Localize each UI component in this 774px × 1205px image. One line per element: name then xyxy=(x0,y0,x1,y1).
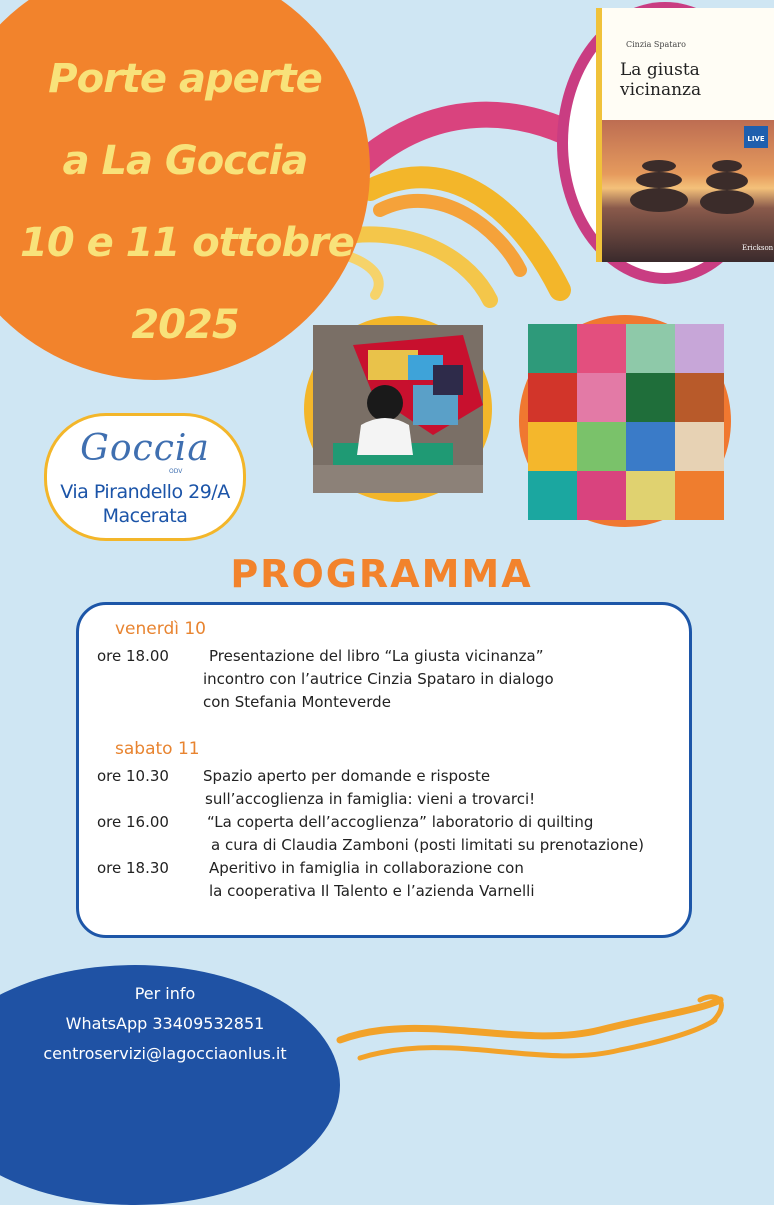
event-title xyxy=(20,38,354,366)
title-line-1: Porte aperte xyxy=(48,56,322,102)
stone-shape xyxy=(706,172,748,190)
day-label-friday: venerdì 10 xyxy=(115,619,206,639)
quilt-patch xyxy=(577,373,626,422)
quilt-patch xyxy=(577,324,626,373)
programma-box xyxy=(76,602,692,938)
day-label-saturday: sabato 11 xyxy=(115,739,200,759)
event-description: Presentazione del libro “La giusta vicinanza” xyxy=(209,647,544,665)
quilt-patch xyxy=(626,422,675,471)
quilt-patch xyxy=(675,373,724,422)
event-description: Aperitivo in famiglia in collaborazione con xyxy=(209,859,524,877)
event-description: sull’accoglienza in famiglia: vieni a trovarci! xyxy=(205,790,536,808)
event-time: ore 18.00 xyxy=(97,647,169,665)
quilt-patch xyxy=(577,422,626,471)
event-description: Spazio aperto per domande e risposte xyxy=(203,767,491,785)
book-title-line-1: La giusta xyxy=(620,60,700,80)
quilt-patch xyxy=(577,471,626,520)
quilt-patch xyxy=(528,324,577,373)
quilt-patch xyxy=(528,373,577,422)
stone-shape xyxy=(700,190,754,214)
stone-shape xyxy=(630,188,688,212)
email-address[interactable]: centroservizi@lagocciaonlus.it xyxy=(43,1044,287,1063)
title-line-4: 2025 xyxy=(131,302,239,348)
quilt-patch xyxy=(626,324,675,373)
info-heading: Per info xyxy=(134,984,196,1003)
quilt-patch xyxy=(626,373,675,422)
photo-child-playing xyxy=(313,325,483,493)
book-publisher: Erickson xyxy=(742,244,774,252)
logo-address-box xyxy=(44,413,246,541)
stone-shape xyxy=(642,160,676,172)
book-title xyxy=(620,60,740,100)
quilt-patch xyxy=(528,471,577,520)
book-title-line-2: vicinanza xyxy=(620,80,702,100)
title-line-3: 10 e 11 ottobre xyxy=(20,220,354,266)
child-photo-illustration xyxy=(313,325,483,493)
event-description: incontro con l’autrice Cinzia Spataro in dialogo xyxy=(203,670,554,688)
event-description: a cura di Claudia Zamboni (posti limitati su prenotazione) xyxy=(211,836,644,854)
la-goccia-logo: Goccia xyxy=(80,428,210,469)
address-street: Via Pirandello 29/A xyxy=(60,481,230,503)
event-description: con Stefania Monteverde xyxy=(203,693,391,711)
quilt-patch xyxy=(675,324,724,373)
stone-shape xyxy=(636,172,682,188)
event-description: “La coperta dell’accoglienza” laboratorio di quilting xyxy=(207,813,594,831)
whatsapp-number[interactable]: WhatsApp 33409532851 xyxy=(65,1014,265,1033)
book-author: Cinzia Spataro xyxy=(626,40,686,49)
quilt-patch xyxy=(675,422,724,471)
quilt-patch xyxy=(626,471,675,520)
event-time: ore 16.00 xyxy=(97,813,169,831)
event-description: la cooperativa Il Talento e l’azienda Varnelli xyxy=(209,882,535,900)
stone-shape xyxy=(712,160,742,172)
programma-heading: PROGRAMMA xyxy=(230,552,533,596)
quilt-patch xyxy=(675,471,724,520)
quilt-patch xyxy=(528,422,577,471)
book-cover xyxy=(596,8,774,262)
address-city: Macerata xyxy=(102,505,188,527)
photo-quilt xyxy=(528,324,722,518)
live-badge: LIVE xyxy=(744,126,768,148)
title-line-2: a La Goccia xyxy=(62,138,308,184)
event-time: ore 18.30 xyxy=(97,859,169,877)
event-time: ore 10.30 xyxy=(97,767,169,785)
logo-subtitle: ODV xyxy=(169,468,183,475)
